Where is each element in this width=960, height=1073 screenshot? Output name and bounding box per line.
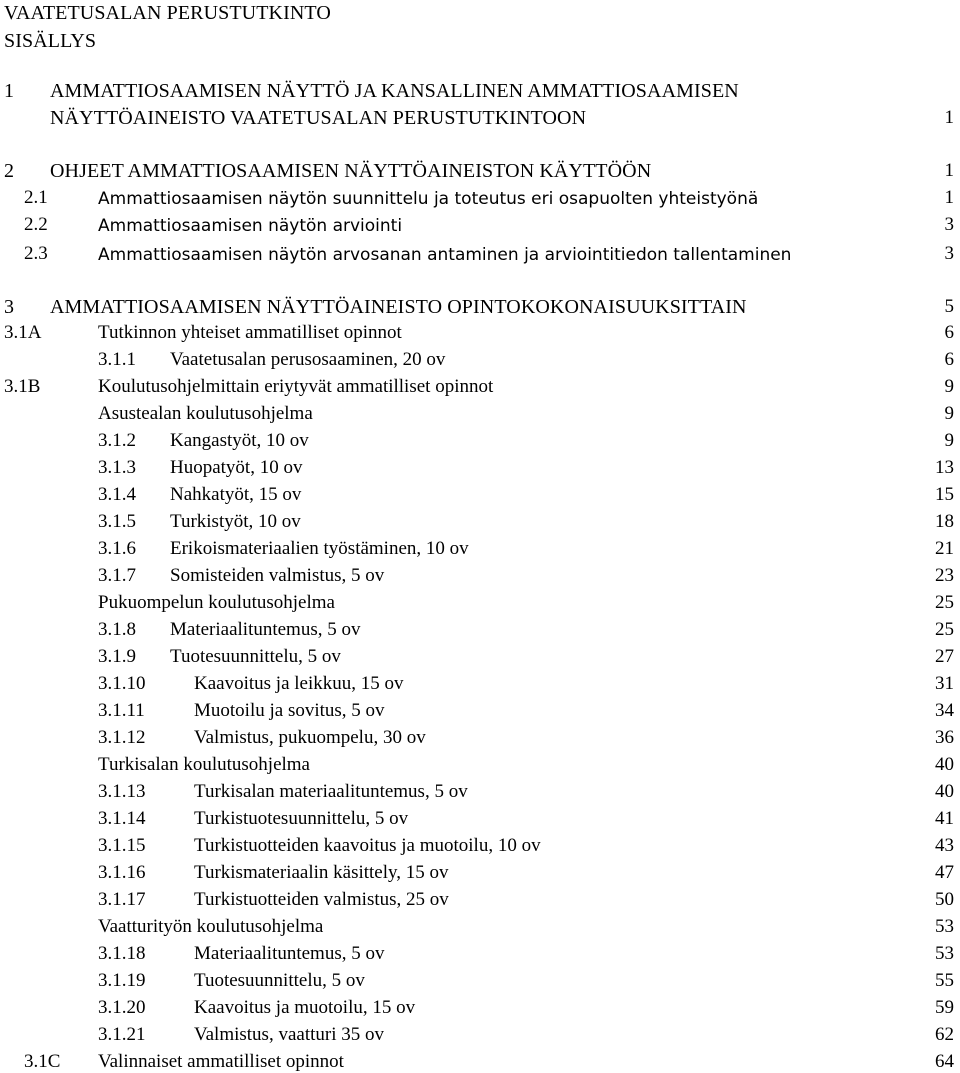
- toc-page: 13: [935, 457, 954, 478]
- toc-page: 6: [944, 349, 954, 370]
- toc-num: 3.1.13: [98, 781, 146, 802]
- toc-num: 3.1.8: [98, 619, 136, 640]
- toc-page: 21: [935, 538, 954, 559]
- toc-num: 3.1.6: [98, 538, 136, 559]
- toc-num: 1: [4, 80, 15, 102]
- toc-page: 62: [935, 1024, 954, 1045]
- toc-title: Kaavoitus ja leikkuu, 15 ov: [194, 673, 404, 694]
- toc-page: 9: [944, 403, 954, 424]
- toc-page: 53: [935, 943, 954, 964]
- toc-heading: SISÄLLYS: [4, 30, 97, 52]
- toc-page: 25: [935, 592, 954, 613]
- toc-num: 3.1.1: [98, 349, 136, 370]
- toc-page: 53: [935, 916, 954, 937]
- toc-num: 3.1.2: [98, 430, 136, 451]
- toc-title: Tuotesuunnittelu, 5 ov: [194, 970, 365, 991]
- toc-title: Valmistus, vaatturi 35 ov: [194, 1024, 384, 1045]
- toc-title: Ammattiosaamisen näytön arvosanan antaminen ja arviointitiedon tallentaminen: [98, 245, 792, 265]
- toc-title: Turkistuotesuunnittelu, 5 ov: [194, 808, 409, 829]
- toc-page: 55: [935, 970, 954, 991]
- toc-page: 64: [935, 1051, 954, 1072]
- toc-num: 3.1.7: [98, 565, 136, 586]
- toc-page: 1: [944, 160, 954, 181]
- toc-num: 3.1C: [24, 1051, 61, 1072]
- toc-title: Somisteiden valmistus, 5 ov: [170, 565, 385, 586]
- toc-title: AMMATTIOSAAMISEN NÄYTTÖ JA KANSALLINEN AMMATTIOSAAMISEN: [50, 80, 739, 102]
- toc-title: Turkismateriaalin käsittely, 15 ov: [194, 862, 449, 883]
- toc-num: 3.1.5: [98, 511, 136, 532]
- toc-page: 18: [935, 511, 954, 532]
- toc-page: 5: [944, 296, 954, 317]
- toc-page: 41: [935, 808, 954, 829]
- toc-title: Turkistuotteiden kaavoitus ja muotoilu, 10 ov: [194, 835, 541, 856]
- toc-num: 2: [4, 160, 15, 182]
- toc-num: 3: [4, 296, 15, 318]
- toc-num: 3.1B: [4, 376, 41, 397]
- toc-page: 1: [944, 107, 954, 128]
- toc-title: Turkistyöt, 10 ov: [170, 511, 301, 532]
- toc-page: 3: [944, 243, 954, 264]
- toc-num: 3.1.15: [98, 835, 146, 856]
- toc-title: NÄYTTÖAINEISTO VAATETUSALAN PERUSTUTKINTOON: [50, 107, 587, 129]
- toc-title: Kaavoitus ja muotoilu, 15 ov: [194, 997, 416, 1018]
- toc-page: 59: [935, 997, 954, 1018]
- toc-num: 3.1.10: [98, 673, 146, 694]
- toc-title: Tutkinnon yhteiset ammatilliset opinnot: [98, 322, 402, 343]
- toc-page: 27: [935, 646, 954, 667]
- toc-title: Tuotesuunnittelu, 5 ov: [170, 646, 341, 667]
- toc-page: 40: [935, 754, 954, 775]
- toc-title: Valmistus, pukuompelu, 30 ov: [194, 727, 426, 748]
- toc-title: OHJEET AMMATTIOSAAMISEN NÄYTTÖAINEISTON KÄYTTÖÖN: [50, 160, 652, 182]
- toc-num: 2.2: [24, 214, 48, 235]
- toc-num: 3.1.21: [98, 1024, 146, 1045]
- toc-title: Materiaalituntemus, 5 ov: [194, 943, 385, 964]
- toc-num: 3.1.19: [98, 970, 146, 991]
- toc-title: AMMATTIOSAAMISEN NÄYTTÖAINEISTO OPINTOKOKONAISUUKSITTAIN: [50, 296, 747, 318]
- toc-title: Erikoismateriaalien työstäminen, 10 ov: [170, 538, 469, 559]
- toc-num: 3.1.12: [98, 727, 146, 748]
- toc-num: 3.1.4: [98, 484, 136, 505]
- toc-page: 47: [935, 862, 954, 883]
- toc-title: Ammattiosaamisen näytön suunnittelu ja toteutus eri osapuolten yhteistyönä: [98, 189, 759, 209]
- toc-num: 3.1.17: [98, 889, 146, 910]
- toc-title: Ammattiosaamisen näytön arviointi: [98, 216, 403, 236]
- toc-num: 3.1.9: [98, 646, 136, 667]
- toc-num: 3.1.16: [98, 862, 146, 883]
- toc-page: 9: [944, 376, 954, 397]
- toc-page: 40: [935, 781, 954, 802]
- toc-program: Turkisalan koulutusohjelma: [98, 754, 310, 775]
- toc-num: 3.1.14: [98, 808, 146, 829]
- document-title: VAATETUSALAN PERUSTUTKINTO: [4, 2, 331, 24]
- toc-num: 3.1A: [4, 322, 42, 343]
- toc-page: 43: [935, 835, 954, 856]
- toc-page: 25: [935, 619, 954, 640]
- toc-title: Materiaalituntemus, 5 ov: [170, 619, 361, 640]
- toc-page: 15: [935, 484, 954, 505]
- toc-title: Vaatetusalan perusosaaminen, 20 ov: [170, 349, 446, 370]
- toc-page: 31: [935, 673, 954, 694]
- toc-title: Huopatyöt, 10 ov: [170, 457, 303, 478]
- toc-num: 2.1: [24, 187, 48, 208]
- toc-program: Pukuompelun koulutusohjelma: [98, 592, 335, 613]
- toc-page: 23: [935, 565, 954, 586]
- toc-num: 3.1.11: [98, 700, 145, 721]
- toc-title: Valinnaiset ammatilliset opinnot: [98, 1051, 344, 1072]
- toc-title: Turkistuotteiden valmistus, 25 ov: [194, 889, 449, 910]
- toc-title: Koulutusohjelmittain eriytyvät ammatilliset opinnot: [98, 376, 494, 397]
- toc-num: 2.3: [24, 243, 48, 264]
- toc-program: Vaatturityön koulutusohjelma: [98, 916, 324, 937]
- toc-title: Turkisalan materiaalituntemus, 5 ov: [194, 781, 468, 802]
- toc-title: Nahkatyöt, 15 ov: [170, 484, 302, 505]
- toc-page: 3: [944, 214, 954, 235]
- toc-page: 6: [944, 322, 954, 343]
- toc-num: 3.1.3: [98, 457, 136, 478]
- toc-page: 50: [935, 889, 954, 910]
- toc-page: 34: [935, 700, 954, 721]
- toc-program: Asustealan koulutusohjelma: [98, 403, 313, 424]
- toc-title: Muotoilu ja sovitus, 5 ov: [194, 700, 385, 721]
- toc-page: 36: [935, 727, 954, 748]
- toc-num: 3.1.20: [98, 997, 146, 1018]
- toc-num: 3.1.18: [98, 943, 146, 964]
- toc-page: 9: [944, 430, 954, 451]
- toc-page: 1: [944, 187, 954, 208]
- toc-title: Kangastyöt, 10 ov: [170, 430, 309, 451]
